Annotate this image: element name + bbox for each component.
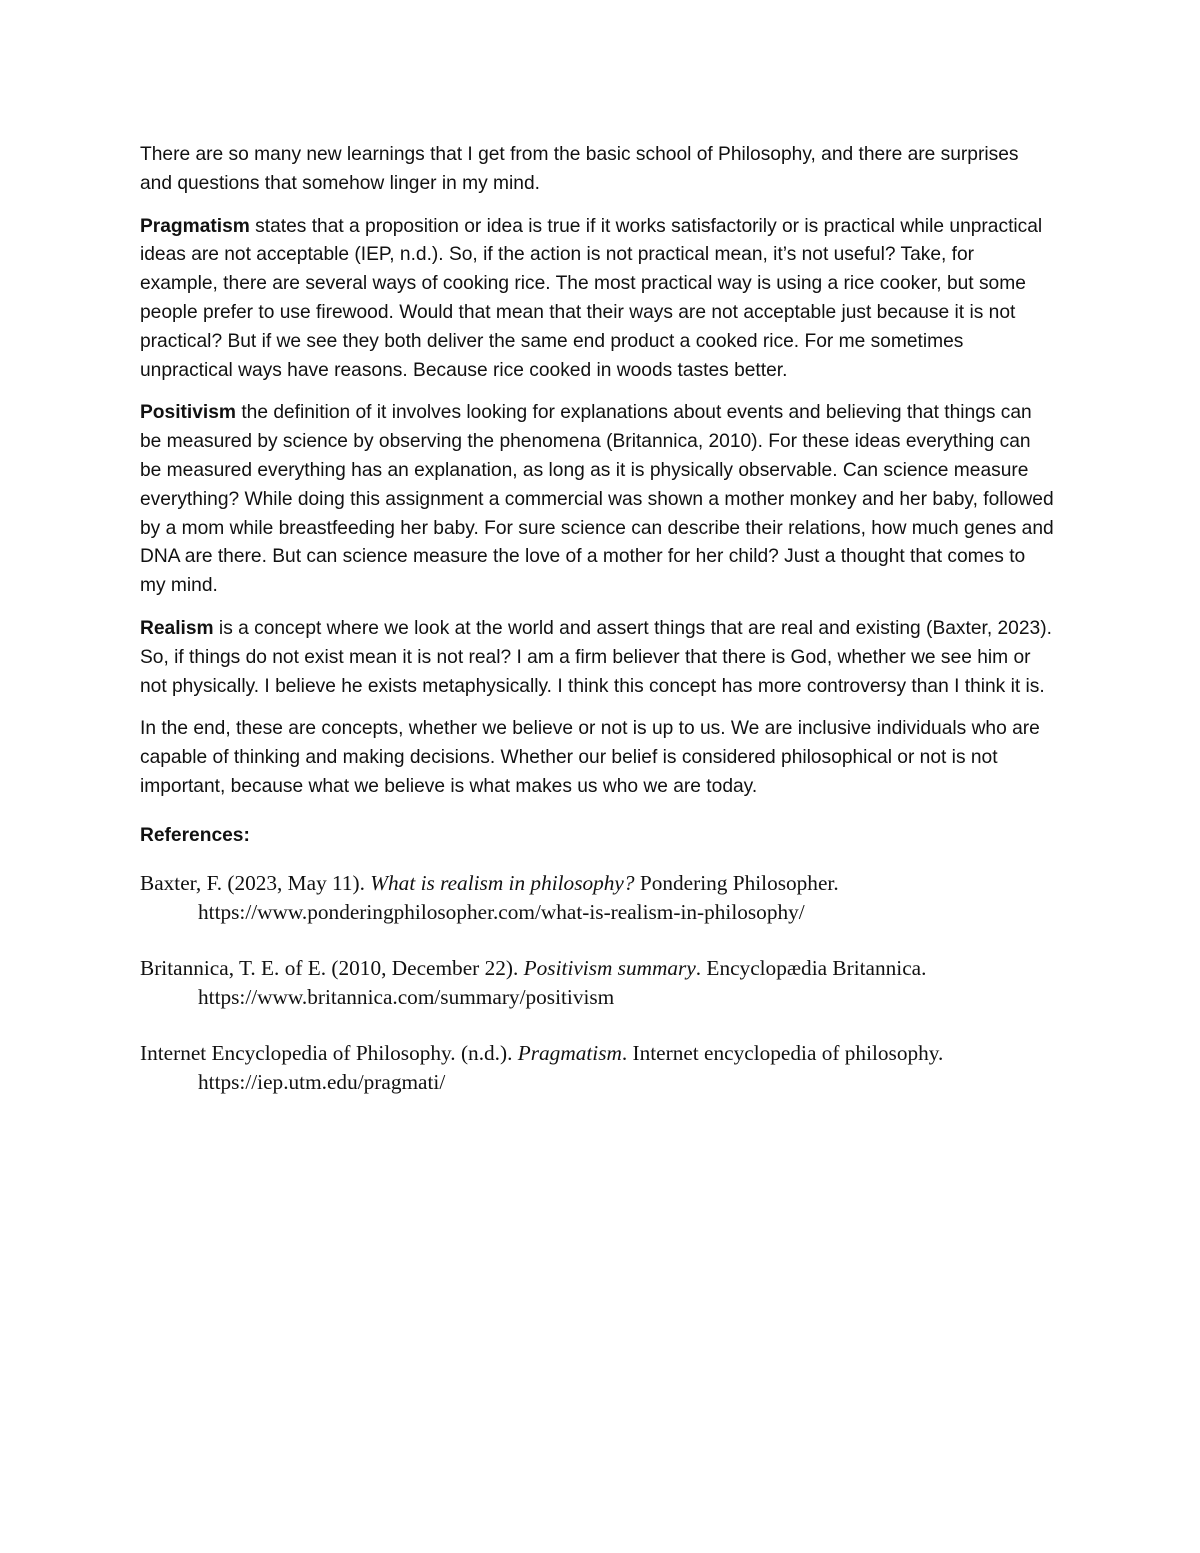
reference-authors: Baxter, F. (2023, May 11). — [140, 870, 371, 895]
positivism-text: the definition of it involves looking for explanations about events and believing that things can be measured by science by observing the phenomena (Britannica, 2010). For these ideas everything can be measured everything has an explanation, as long as it is physically observable. Can science measure everything? While doing this assignment a commercial was shown a mother monkey and her baby, followed by a mom while breastfeeding her baby. For sure science can describe their relations, how much genes and DNA are there. But can science measure the love of a mother for her child? Just a thought that comes to my mind. — [140, 402, 1054, 597]
reference-title: Positivism summary — [523, 955, 696, 980]
intro-paragraph: There are so many new learnings that I get from the basic school of Philosophy, and there are surprises and questions that somehow linger in my mind. — [140, 144, 1019, 194]
reference-item — [140, 954, 1055, 1012]
positivism-paragraph — [140, 399, 1055, 601]
pragmatism-term: Pragmatism — [140, 215, 250, 237]
reference-source: Pondering Philosopher. https://www.ponderingphilosopher.com/what-is-realism-in-philosophy/ — [198, 870, 839, 924]
realism-term: Realism — [140, 617, 214, 639]
pragmatism-paragraph — [140, 213, 1055, 386]
conclusion-paragraph: In the end, these are concepts, whether we believe or not is up to us. We are inclusive individuals who are capable of thinking and making decisions. Whether our belief is considered philosophical or not is not important, because what we believe is what makes us who we are today. — [140, 718, 1040, 797]
positivism-term: Positivism — [140, 402, 236, 424]
reference-authors: Internet Encyclopedia of Philosophy. (n.d.). — [140, 1040, 518, 1065]
reference-item — [140, 1039, 1055, 1097]
realism-paragraph — [140, 615, 1055, 701]
references-list — [140, 869, 1055, 1097]
reference-source: . Internet encyclopedia of philosophy. https://iep.utm.edu/pragmati/ — [198, 1040, 944, 1094]
references-heading: References: — [140, 824, 250, 846]
reference-authors: Britannica, T. E. of E. (2010, December 22). — [140, 955, 524, 980]
realism-text: is a concept where we look at the world and assert things that are real and existing (Baxter, 2023). So, if things do not exist mean it is not real? I am a firm believer that there is God, whether we see him or not physically. I believe he exists metaphysically. I think this concept has more controversy than I think it is. — [140, 617, 1052, 697]
document-page — [140, 141, 1055, 1124]
reference-source: . Encyclopædia Britannica. https://www.britannica.com/summary/positivism — [198, 955, 927, 1009]
reference-title: Pragmatism — [517, 1040, 622, 1065]
reference-item — [140, 869, 1055, 927]
reference-title: What is realism in philosophy? — [370, 870, 635, 895]
pragmatism-text: states that a proposition or idea is true if it works satisfactorily or is practical while unpractical ideas are not acceptable (IEP, n.d.). So, if the action is not practical mean, it’s not useful? Take, for example, there are several ways of cooking rice. The most practical way is using a rice cooker, but some people prefer to use firewood. Would that mean that their ways are not acceptable just because it is not practical? But if we see they both deliver the same end product a cooked rice. For me sometimes unpractical ways have reasons. Because rice cooked in woods tastes better. — [140, 215, 1043, 381]
